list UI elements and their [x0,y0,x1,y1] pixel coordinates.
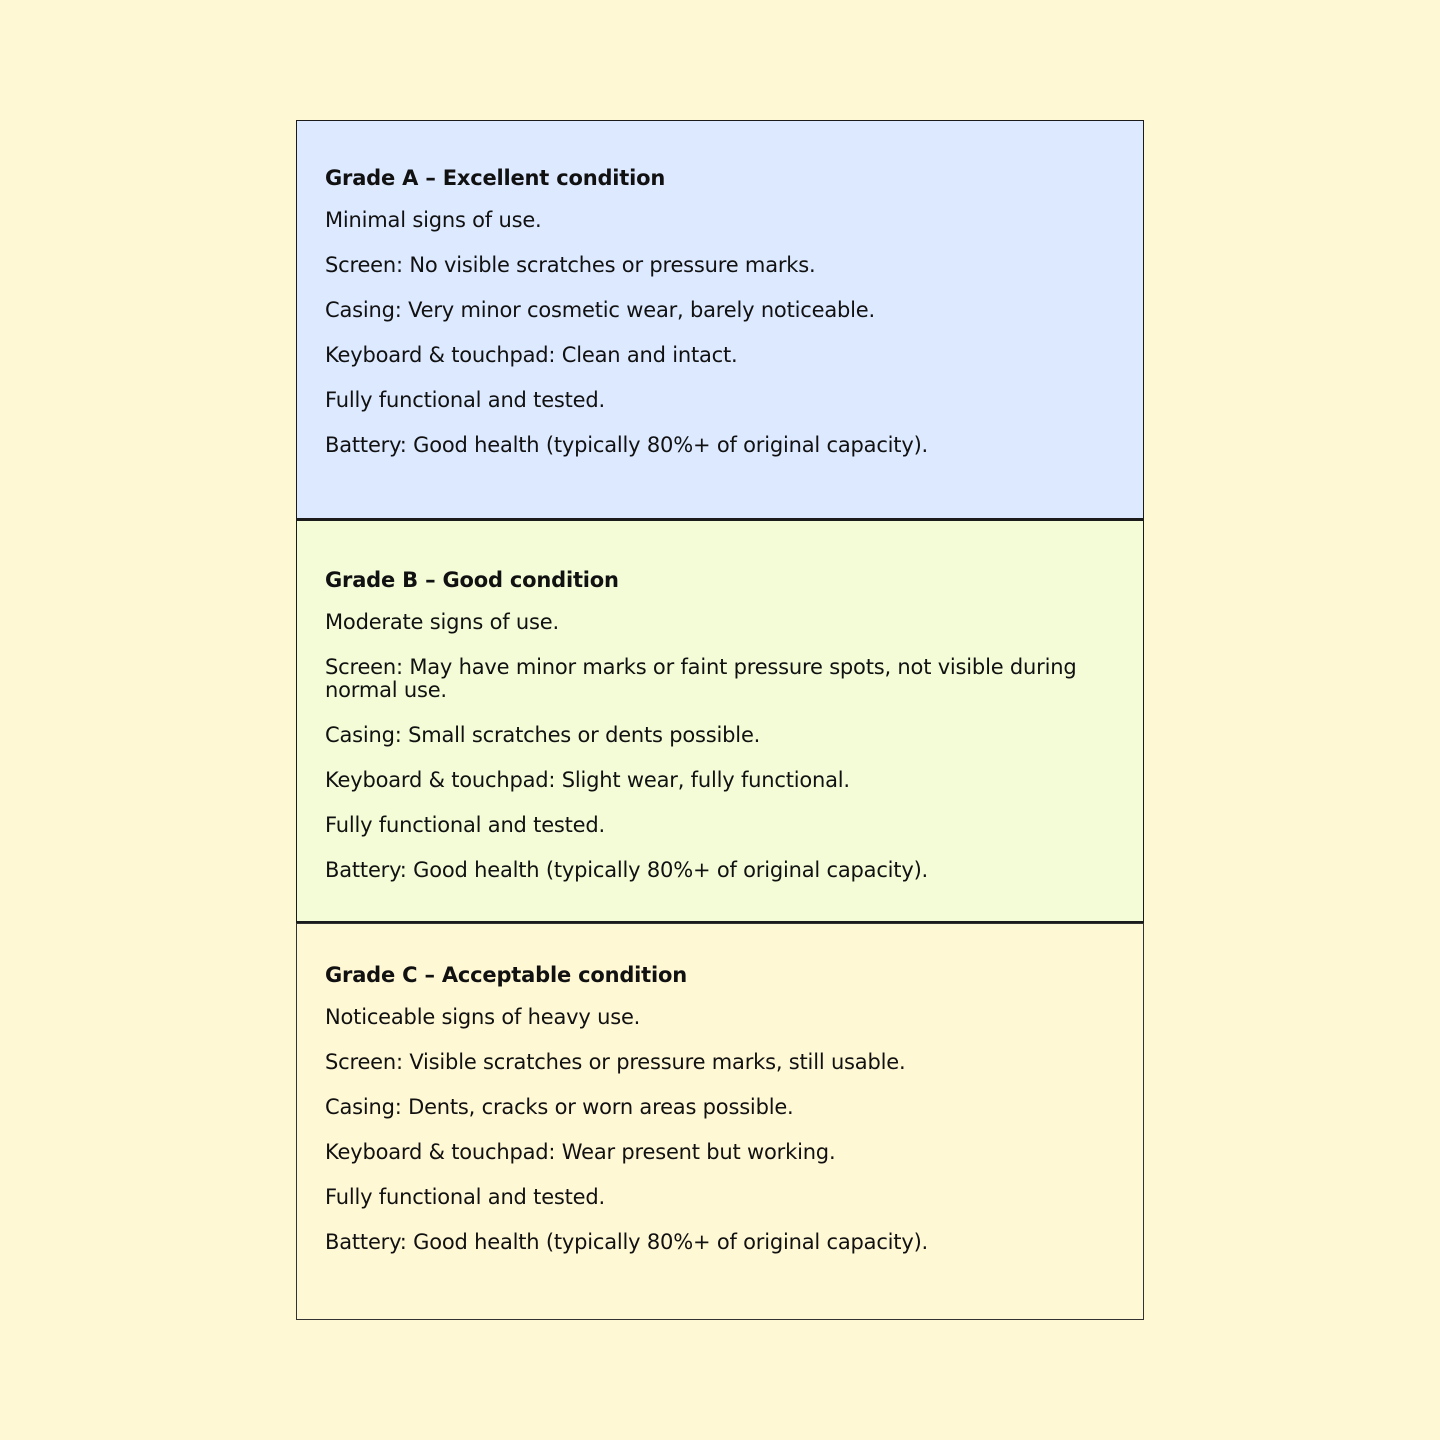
grade-card-b [296,520,1144,923]
grade-a-line-6: Battery: Good health (typically 80%+ of original capacity). [325,433,929,457]
grade-c-line-4: Keyboard & touchpad: Wear present but working. [325,1140,836,1164]
grade-a-line-4: Keyboard & touchpad: Clean and intact. [325,343,738,367]
grade-card-c [296,923,1144,1320]
grade-b-title: Grade B – Good condition [325,568,619,592]
grade-a-line-1: Minimal signs of use. [325,208,542,232]
grade-b-line-1: Moderate signs of use. [325,610,559,634]
grade-a-line-2: Screen: No visible scratches or pressure marks. [325,253,816,277]
grade-b-line-4: Keyboard & touchpad: Slight wear, fully functional. [325,768,850,792]
grade-b-line-2: Screen: May have minor marks or faint pressure spots, not visible during normal use. [325,655,1077,702]
grade-c-line-6: Battery: Good health (typically 80%+ of original capacity). [325,1230,929,1254]
grade-card-a [296,120,1144,520]
grade-c-line-3: Casing: Dents, cracks or worn areas possible. [325,1095,794,1119]
grade-c-title: Grade C – Acceptable condition [325,963,687,987]
grade-a-line-5: Fully functional and tested. [325,388,606,412]
grade-a-line-3: Casing: Very minor cosmetic wear, barely noticeable. [325,298,875,322]
grade-c-line-1: Noticeable signs of heavy use. [325,1005,641,1029]
grade-b-line-6: Battery: Good health (typically 80%+ of original capacity). [325,858,929,882]
grade-c-line-2: Screen: Visible scratches or pressure marks, still usable. [325,1050,906,1074]
grade-list [296,120,1144,1320]
grade-a-title: Grade A – Excellent condition [325,166,666,190]
grade-b-line-5: Fully functional and tested. [325,813,606,837]
grade-c-line-5: Fully functional and tested. [325,1185,606,1209]
grade-b-line-3: Casing: Small scratches or dents possible. [325,723,761,747]
